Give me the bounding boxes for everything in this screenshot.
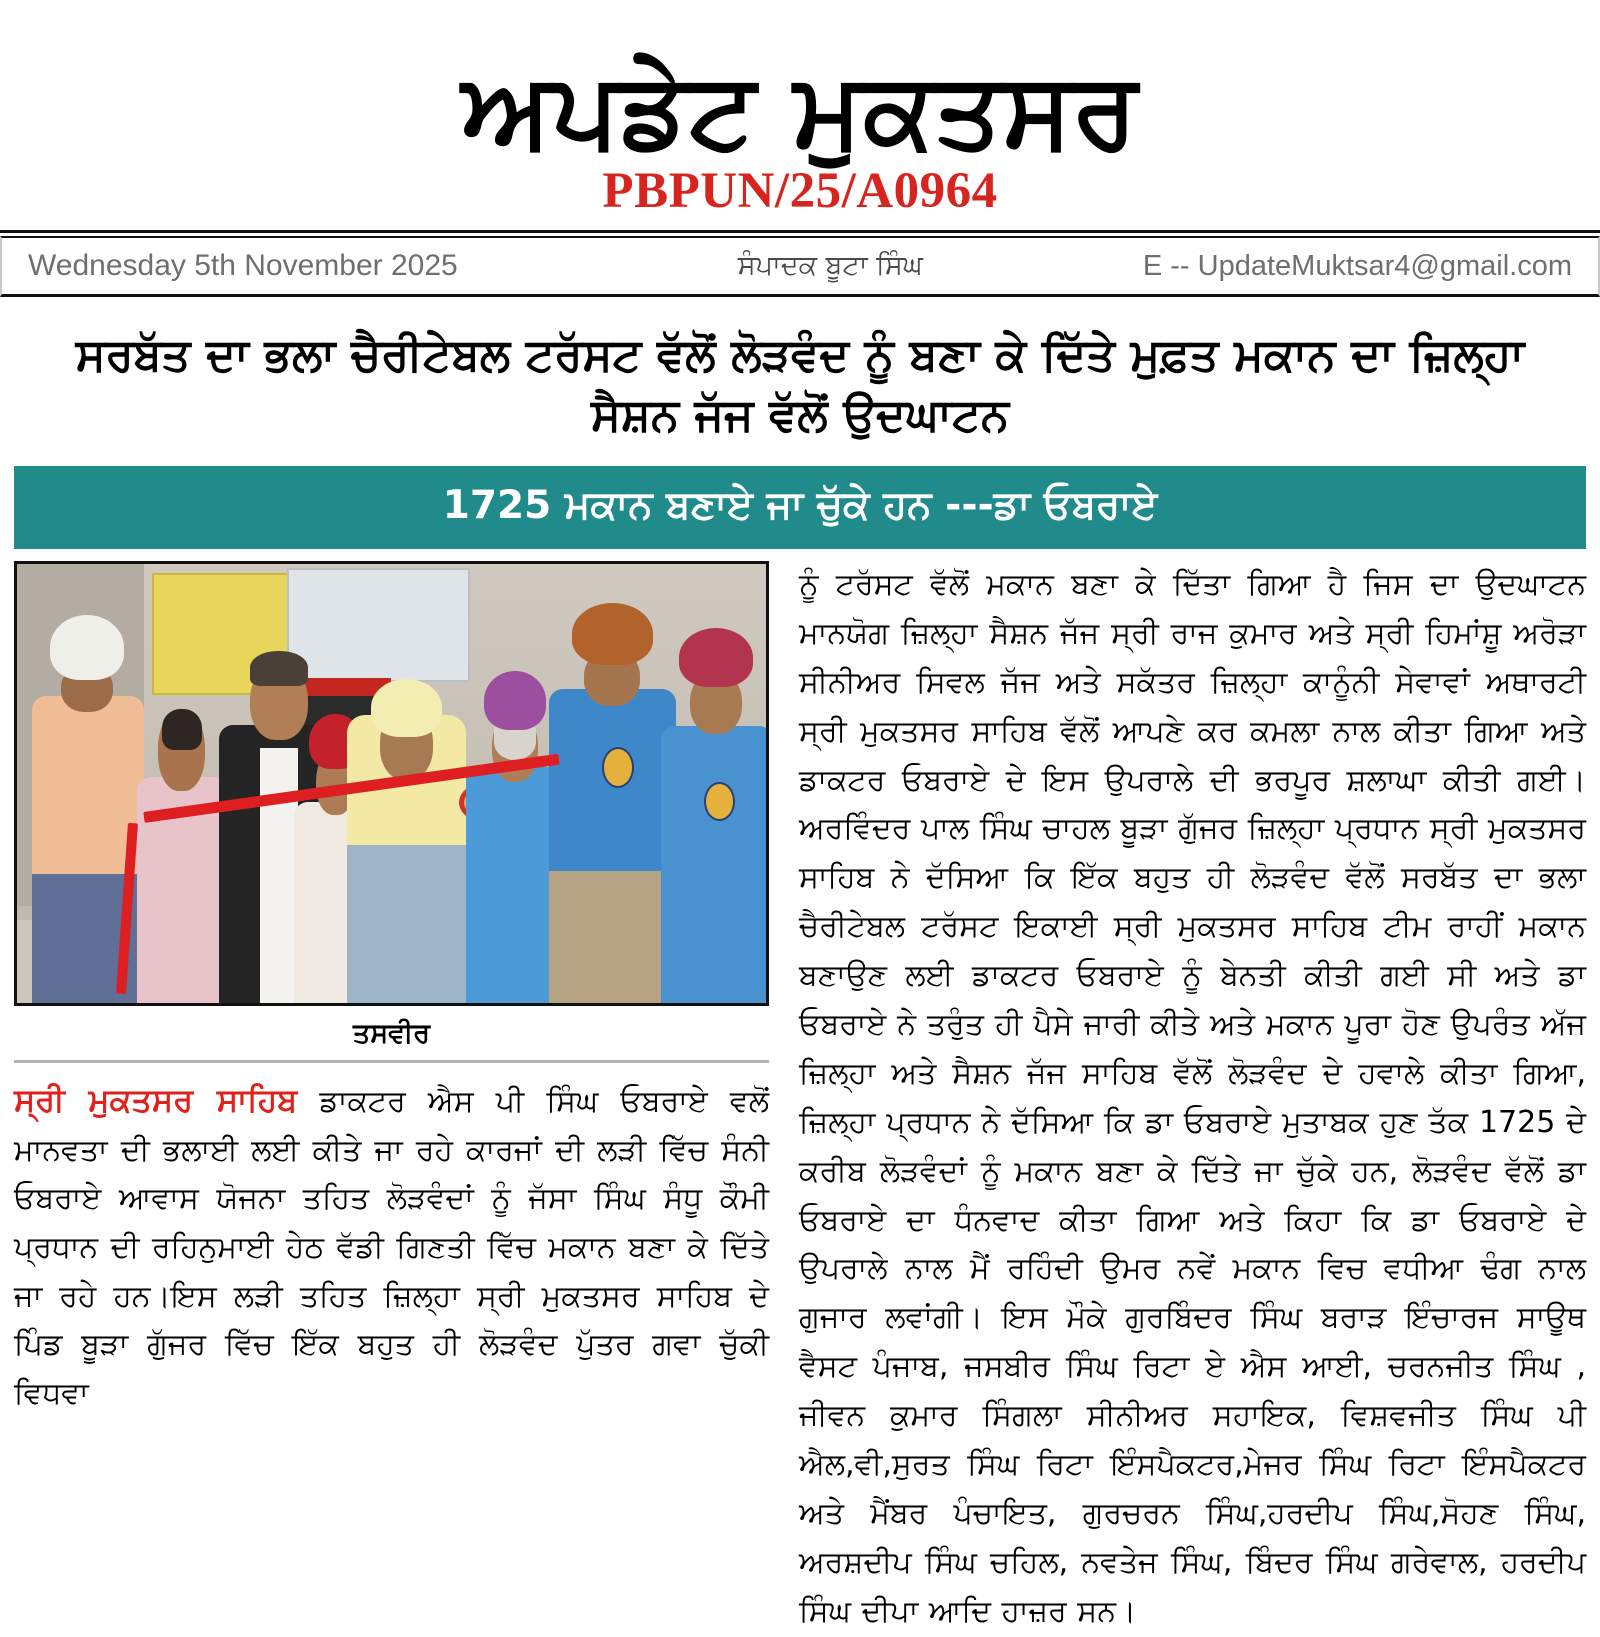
photo-caption: ਤਸਵੀਰ [14,1006,769,1063]
photo-person-8 [661,608,769,1003]
info-bar [0,236,1600,297]
article-text-left [14,1063,769,1418]
article-dateline: ਸ੍ਰੀ ਮੁਕਤਸਰ ਸਾਹਿਬ [14,1081,298,1119]
editor-name: ਸੰਪਾਦਕ ਬੂਟਾ ਸਿੰਘ [737,250,923,282]
subheadline-banner: 1725 ਮਕਾਨ ਬਣਾਏ ਜਾ ਚੁੱਕੇ ਹਨ ---ਡਾ ਓਬਰਾਏ [14,466,1586,549]
photo-person-2 [137,661,227,1003]
publication-code: PBPUN/25/A0964 [602,163,998,220]
publication-date: Wednesday 5th November 2025 [28,249,458,283]
article-photo [14,561,769,1006]
left-column [14,561,769,1637]
article-body [0,549,1600,1637]
masthead-title: ਅਪਡੇਟ ਮੁਕਤਸਰ [461,49,1139,171]
article-headline: ਸਰਬੱਤ ਦਾ ਭਲਾ ਚੈਰੀਟੇਬਲ ਟਰੱਸਟ ਵੱਲੋਂ ਲੋੜਵੰਦ ਨੂੰ ਬਣਾ ਕੇ ਦਿੱਤੇ ਮੁਫ਼ਤ ਮਕਾਨ ਦਾ ਜ਼ਿਲ੍ਹਾ ਸੈਸ਼ਨ ਜੱਜ ਵੱਲੋਂ ਉਦਘਾਟਨ [75,328,1525,441]
masthead [0,0,1600,233]
column-gap [769,561,799,1637]
article-paragraph-right: ਨੂੰ ਟਰੱਸਟ ਵੱਲੋਂ ਮਕਾਨ ਬਣਾ ਕੇ ਦਿੱਤਾ ਗਿਆ ਹੈ ਜਿਸ ਦਾ ਉਦਘਾਟਨ ਮਾਨਯੋਗ ਜ਼ਿਲ੍ਹਾ ਸੈਸ਼ਨ ਜੱਜ ਸ੍ਰੀ ਰਾਜ ਕੁਮਾਰ ਅਤੇ ਸ੍ਰੀ ਹਿਮਾਂਸ਼ੂ ਅਰੋੜਾ ਸੀਨੀਅਰ ਸਿਵਲ ਜੱਜ ਅਤੇ ਸਕੱਤਰ ਜ਼ਿਲ੍ਹਾ ਕਾਨੂੰਨੀ ਸੇਵਾਵਾਂ ਅਥਾਰਟੀ ਸ੍ਰੀ ਮੁਕਤਸਰ ਸਾਹਿਬ ਵੱਲੋਂ ਆਪਣੇ ਕਰ ਕਮਲਾ ਨਾਲ ਕੀਤਾ ਗਿਆ ਅਤੇ ਡਾਕਟਰ ਓਬਰਾਏ ਦੇ ਇਸ ਉਪਰਾਲੇ ਦੀ ਭਰਪੂਰ ਸ਼ਲਾਘਾ ਕੀਤੀ ਗਈ। ਅਰਵਿੰਦਰ ਪਾਲ ਸਿੰਘ ਚਾਹਲ ਬੂੜਾ ਗੁੱਜਰ ਜ਼ਿਲ੍ਹਾ ਪ੍ਰਧਾਨ ਸ੍ਰੀ ਮੁਕਤਸਰ ਸਾਹਿਬ ਨੇ ਦੱਸਿਆ ਕਿ ਇੱਕ ਬਹੁਤ ਹੀ ਲੋੜਵੰਦ ਵੱਲੋਂ ਸਰਬੱਤ ਦਾ ਭਲਾ ਚੈਰੀਟੇਬਲ ਟਰੱਸਟ ਇਕਾਈ ਸ੍ਰੀ ਮੁਕਤਸਰ ਸਾਹਿਬ ਟੀਮ ਰਾਹੀਂ ਮਕਾਨ ਬਣਾਉਣ ਲਈ ਡਾਕਟਰ ਓਬਰਾਏ ਨੂੰ ਬੇਨਤੀ ਕੀਤੀ ਗਈ ਸੀ ਅਤੇ ਡਾ ਓਬਰਾਏ ਨੇ ਤਰੁੰਤ ਹੀ ਪੈਸੇ ਜਾਰੀ ਕੀਤੇ ਅਤੇ ਮਕਾਨ ਪੂਰਾ ਹੋਣ ਉਪਰੰਤ ਅੱਜ ਜ਼ਿਲ੍ਹਾ ਅਤੇ ਸੈਸ਼ਨ ਜੱਜ ਸਾਹਿਬ ਵੱਲੋਂ ਲੋੜਵੰਦ ਦੇ ਹਵਾਲੇ ਕੀਤਾ ਗਿਆ, ਜ਼ਿਲ੍ਹਾ ਪ੍ਰਧਾਨ ਨੇ ਦੱਸਿਆ ਕਿ ਡਾ ਓਬਰਾਏ ਮੁਤਾਬਕ ਹੁਣ ਤੱਕ 1725 ਦੇ ਕਰੀਬ ਲੋੜਵੰਦਾਂ ਨੂੰ ਮਕਾਨ ਬਣਾ ਕੇ ਦਿੱਤੇ ਜਾ ਚੁੱਕੇ ਹਨ, ਲੋੜਵੰਦ ਵੱਲੋਂ ਡਾ ਓਬਰਾਏ ਦਾ ਧੰਨਵਾਦ ਕੀਤਾ ਗਿਆ ਅਤੇ ਕਿਹਾ ਕਿ ਡਾ ਓਬਰਾਏ ਦੇ ਉਪਰਾਲੇ ਨਾਲ ਮੈਂ ਰਹਿੰਦੀ ਉਮਰ ਨਵੇਂ ਮਕਾਨ ਵਿਚ ਵਧੀਆ ਢੰਗ ਨਾਲ ਗੁਜਾਰ ਲਵਾਂਗੀ। ਇਸ ਮੌਕੇ ਗੁਰਬਿੰਦਰ ਸਿੰਘ ਬਰਾੜ ਇੰਚਾਰਜ ਸਾਊਥ ਵੈਸਟ ਪੰਜਾਬ, ਜਸਬੀਰ ਸਿੰਘ ਰਿਟਾ ਏ ਐਸ ਆਈ, ਚਰਨਜੀਤ ਸਿੰਘ , ਜੀਵਨ ਕੁਮਾਰ ਸਿੰਗਲਾ ਸੀਨੀਅਰ ਸਹਾਇਕ, ਵਿਸ਼ਵਜੀਤ ਸਿੰਘ ਪੀ ਐਲ,ਵੀ,ਸੁਰਤ ਸਿੰਘ ਰਿਟਾ ਇੰਸਪੈਕਟਰ,ਮੇਜਰ ਸਿੰਘ ਰਿਟਾ ਇੰਸਪੈਕਟਰ ਅਤੇ ਮੈਂਬਰ ਪੰਚਾਇਤ, ਗੁਰਚਰਨ ਸਿੰਘ,ਹਰਦੀਪ ਸਿੰਘ,ਸੋਹਣ ਸਿੰਘ, ਅਰਸ਼ਦੀਪ ਸਿੰਘ ਚਹਿਲ, ਨਵਤੇਜ ਸਿੰਘ, ਬਿੰਦਰ ਸਿੰਘ ਗਰੇਵਾਲ, ਹਰਦੀਪ ਸਿੰਘ ਦੀਪਾ ਆਦਿ ਹਾਜ਼ਰ ਸਨ। [799,567,1586,1629]
article-paragraph-left: ਡਾਕਟਰ ਐਸ ਪੀ ਸਿੰਘ ਓਬਰਾਏ ਵਲੋਂ ਮਾਨਵਤਾ ਦੀ ਭਲਾਈ ਲਈ ਕੀਤੇ ਜਾ ਰਹੇ ਕਾਰਜਾਂ ਦੀ ਲੜੀ ਵਿੱਚ ਸੰਨੀ ਓਬਰਾਏ ਆਵਾਸ ਯੋਜਨਾ ਤਹਿਤ ਲੋੜਵੰਦਾਂ ਨੂੰ ਜੱਸਾ ਸਿੰਘ ਸੰਧੂ ਕੌਮੀ ਪ੍ਰਧਾਨ ਦੀ ਰਹਿਨੁਮਾਈ ਹੇਠ ਵੱਡੀ ਗਿਣਤੀ ਵਿੱਚ ਮਕਾਨ ਬਣਾ ਕੇ ਦਿੱਤੇ ਜਾ ਰਹੇ ਹਨ।ਇਸ ਲੜੀ ਤਹਿਤ ਜ਼ਿਲ੍ਹਾ ਸ੍ਰੀ ਮੁਕਤਸਰ ਸਾਹਿਬ ਦੇ ਪਿੰਡ ਬੂੜਾ ਗੁੱਜਰ ਵਿੱਚ ਇੱਕ ਬਹੁਤ ਹੀ ਲੋੜਵੰਦ ਪੁੱਤਰ ਗਵਾ ਚੁੱਕੀ ਵਿਧਵਾ [14,1084,769,1411]
photo-beneficiary-woman [347,643,467,1003]
right-column [799,561,1586,1637]
photo-person-7 [549,590,676,1003]
photo-trust-badge-2 [704,782,735,822]
contact-email[interactable]: E -- UpdateMuktsar4@gmail.com [1142,249,1572,282]
